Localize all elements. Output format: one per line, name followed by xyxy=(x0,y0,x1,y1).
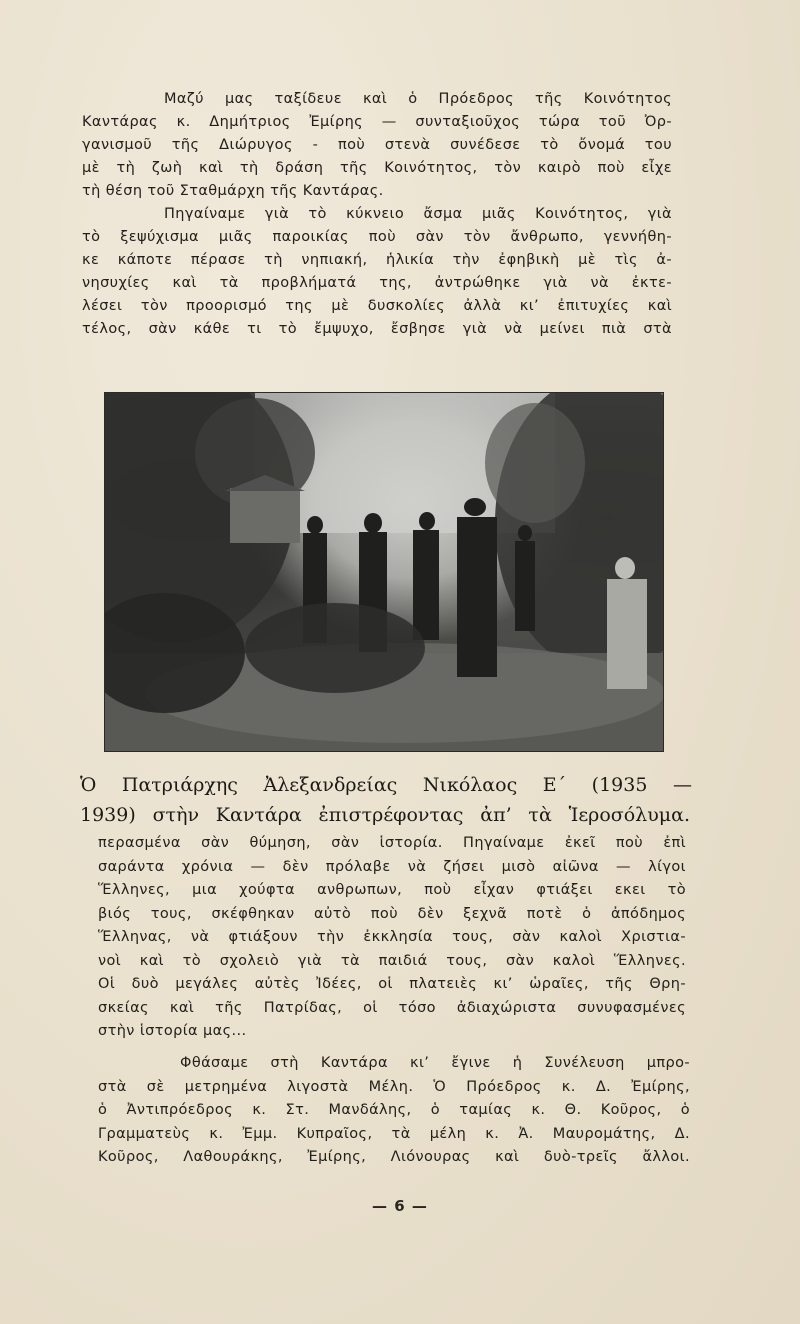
text-line: κε κάποτε πέρασε τὴ νηπιακή, ἡλικία τὴν ἐφηβικὴ μὲ τὶς ἀ- xyxy=(82,252,672,268)
page-number: — 6 — xyxy=(372,1197,428,1215)
photo-illustration xyxy=(105,393,663,751)
text-line: Ἕλληνες, μια χούφτα ανθρωπων, ποὺ εἶχαν φτιάξει εκει τὸ xyxy=(98,882,686,898)
text-line: Ἕλληνας, νὰ φτιάξουν τὴν ἐκκλησία τους, σὰν καλοὶ Χριστια- xyxy=(98,929,686,945)
text-line: μὲ τὴ ζωὴ καὶ τὴ δράση τῆς Κοινότητος, τὸν καιρὸ ποὺ εἶχε xyxy=(82,160,672,176)
text-line: σαράντα χρόνια — δὲν πρόλαβε νὰ ζήσει μισὸ αἰῶνα — λίγοι xyxy=(98,858,686,875)
text-line: νησυχίες καὶ τὰ προβλήματά της, ἀντρώθηκε γιὰ νὰ ἐκτε- xyxy=(82,275,672,291)
text-line: βιός τους, σκέφθηκαν αὐτὸ ποὺ δὲν ξεχνᾶ ποτὲ ὁ ἀπόδημος xyxy=(98,905,686,922)
text-line: Καντάρας κ. Δημήτριος Ἐμίρης — συνταξιοῦχος τώρα τοῦ Ὀρ- xyxy=(82,114,672,130)
text-line: Μαζύ μας ταξίδευε καὶ ὁ Πρόεδρος τῆς Κοινότητος xyxy=(164,91,672,107)
text-line: στὴν ἱστορία μας... xyxy=(98,1023,247,1039)
text-line: Οἱ δυὸ μεγάλες αὐτὲς Ἰδέες, οἱ πλατειὲς κι’ ὡραῖες, τῆς Θρη- xyxy=(98,976,686,992)
text-line: τέλος, σὰν κάθε τι τὸ ἔμψυχο, ἔσβησε γιὰ νὰ μείνει πιὰ στὰ xyxy=(82,321,672,337)
paragraph-top xyxy=(82,88,672,341)
photo-caption-line: 1939) στὴν Καντάρα ἐπιστρέφοντας ἀπ’ τὰ Ἱεροσόλυμα. xyxy=(80,804,690,826)
text-line: σκείας καὶ τῆς Πατρίδας, οἱ τόσο ἀδιαχώριστα συνυφασμένες xyxy=(98,999,686,1016)
text-line: τὸ ξεψύχισμα μιᾶς παροικίας ποὺ σὰν τὸν ἄνθρωπο, γεννήθη- xyxy=(82,229,672,245)
text-line: νοὶ καὶ τὸ σχολειὸ γιὰ τὰ παιδιά τους, σὰν καλοὶ Ἕλληνες. xyxy=(98,952,686,969)
paragraph-middle xyxy=(98,832,686,1044)
text-line: Γραμματεὺς κ. Ἐμμ. Κυπραῖος, τὰ μέλη κ. Ἀ. Μαυρομάτης, Δ. xyxy=(98,1125,690,1142)
text-line: στὰ σὲ μετρημένα λιγοστὰ Μέλη. Ὁ Πρόεδρος κ. Δ. Ἐμίρης, xyxy=(98,1078,690,1095)
text-line: Πηγαίναμε γιὰ τὸ κύκνειο ἄσμα μιᾶς Κοινότητος, γιὰ xyxy=(164,206,672,222)
text-line: ὁ Ἀντιπρόεδρος κ. Στ. Μανδάλης, ὁ ταμίας κ. Θ. Κοῦρος, ὁ xyxy=(98,1102,690,1118)
text-line: Κοῦρος, Λαθουράκης, Ἐμίρης, Λιόνουρας καὶ δυὸ-τρεῖς ἄλλοι. xyxy=(98,1149,690,1165)
paragraph-bottom xyxy=(98,1052,690,1170)
historical-photo xyxy=(104,392,664,752)
text-line: γανισμοῦ τῆς Διώρυγος - ποὺ στενὰ συνέδεσε τὸ ὄνομά του xyxy=(82,137,672,153)
text-line: περασμένα σὰν θύμηση, σὰν ἱστορία. Πηγαίναμε ἐκεῖ ποὺ ἐπὶ xyxy=(98,835,686,851)
text-line: λέσει τὸν προορισμό της μὲ δυσκολίες ἀλλὰ κι’ ἐπιτυχίες καὶ xyxy=(82,298,672,314)
text-line: τὴ θέση τοῦ Σταθμάρχη τῆς Καντάρας. xyxy=(82,183,384,199)
text-line: Φθάσαμε στὴ Καντάρα κι’ ἔγινε ἡ Συνέλευση μπρο- xyxy=(180,1055,690,1071)
photo-caption-line: Ὁ Πατριάρχης Ἀλεξανδρείας Νικόλαος Ε΄ (1935 — xyxy=(80,774,692,796)
